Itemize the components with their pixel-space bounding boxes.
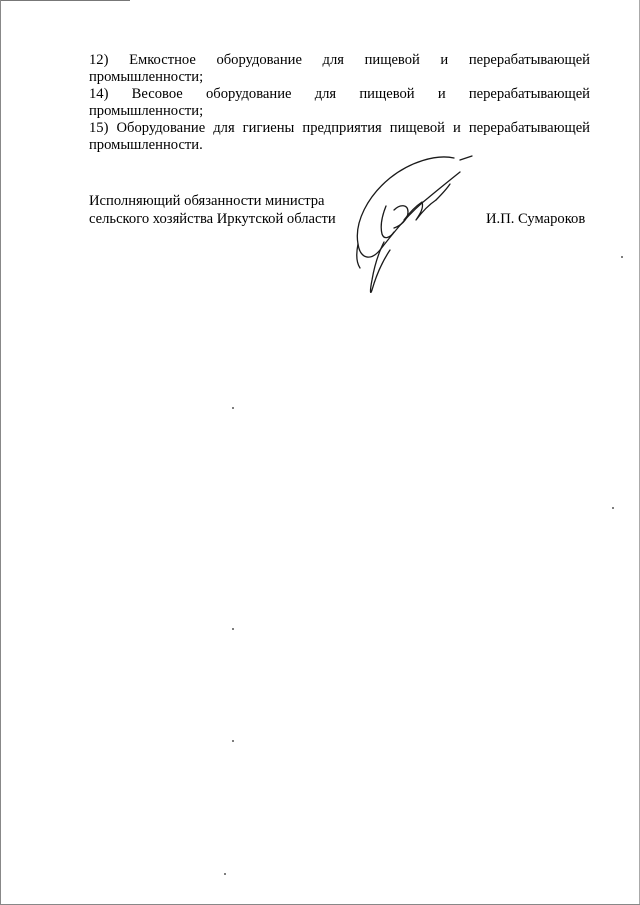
list-item-continuation: промышленности;	[89, 103, 204, 119]
list-item-continuation: промышленности.	[89, 137, 203, 153]
scan-speck	[612, 507, 614, 509]
scan-speck	[224, 873, 226, 875]
signatory-title	[89, 192, 336, 228]
scan-edge-top	[0, 0, 130, 4]
signatory-title-line-1: Исполняющий обязанности министра	[89, 193, 325, 209]
scan-edge-left	[0, 0, 3, 905]
list-item-line: 12) Емкостное оборудование для пищевой и перерабатывающей	[89, 52, 590, 68]
scan-speck	[232, 740, 234, 742]
scan-speck	[621, 256, 623, 258]
list-item	[89, 120, 590, 154]
scan-speck	[232, 407, 234, 409]
equipment-list	[89, 52, 590, 154]
signatory-title-line-2: сельского хозяйства Иркутской области	[89, 211, 336, 227]
list-item-continuation: промышленности;	[89, 69, 204, 85]
handwritten-signature	[350, 150, 480, 300]
list-item-line: 14) Весовое оборудование для пищевой и перерабатывающей	[89, 86, 590, 102]
list-item	[89, 52, 590, 86]
list-item	[89, 86, 590, 120]
list-item-line: 15) Оборудование для гигиены предприятия пищевой и перерабатывающей	[89, 120, 590, 136]
scan-speck	[232, 628, 234, 630]
signatory-name: И.П. Сумароков	[486, 211, 586, 227]
